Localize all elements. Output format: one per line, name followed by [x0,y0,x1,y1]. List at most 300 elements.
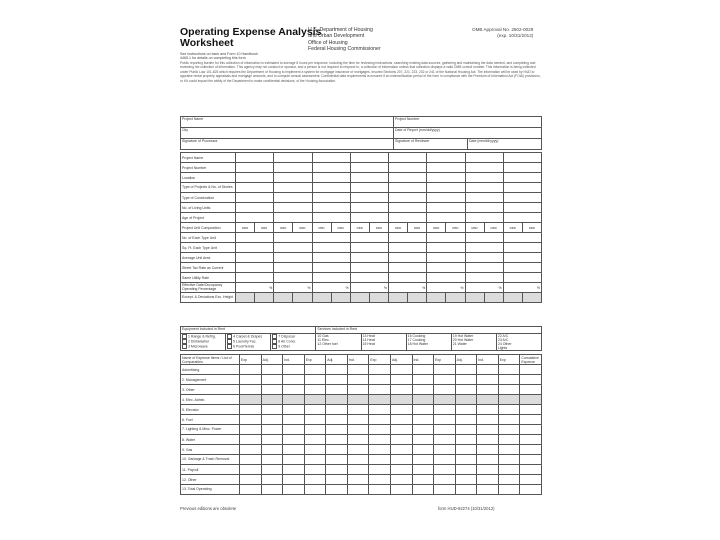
grid-cell[interactable] [274,253,312,263]
expense-cell[interactable] [240,425,262,435]
expense-cell[interactable] [304,465,326,475]
expense-cell[interactable] [347,365,369,375]
grid-cell[interactable] [446,293,465,303]
expense-cell[interactable] [390,425,412,435]
expense-cell[interactable] [240,385,262,395]
expense-cell[interactable] [412,375,434,385]
expense-cell[interactable] [240,415,262,425]
grid-cell[interactable] [427,293,446,303]
grid-cell[interactable] [427,153,465,163]
expense-cell[interactable] [390,405,412,415]
expense-cell[interactable] [477,395,499,405]
service-item[interactable]: 24 Other [497,342,512,346]
expense-cell[interactable] [498,395,520,405]
grid-cell[interactable] [312,253,350,263]
expense-cell[interactable] [520,415,542,425]
grid-cell[interactable] [236,293,255,303]
expense-cell[interactable] [369,465,391,475]
unit-type-cell[interactable]: RBR [465,223,484,233]
grid-cell[interactable] [427,173,465,183]
unit-type-cell[interactable]: RBR [484,223,503,233]
grid-cell[interactable] [503,213,541,223]
service-item[interactable]: 15 Heat [362,342,375,346]
grid-cell[interactable] [312,173,350,183]
service-item[interactable]: 17 Cooking [407,338,426,342]
expense-cell[interactable] [240,405,262,415]
grid-cell[interactable] [350,253,388,263]
grid-cell[interactable] [274,243,312,253]
expense-cell[interactable] [412,475,434,485]
expense-cell[interactable] [240,365,262,375]
grid-cell[interactable] [236,203,274,213]
occupancy-cell[interactable]: % [427,283,465,293]
grid-cell[interactable] [236,243,274,253]
expense-cell[interactable] [326,465,348,475]
expense-cell[interactable] [347,405,369,415]
expense-cell[interactable] [261,475,283,485]
expense-cell[interactable] [347,435,369,445]
grid-cell[interactable] [465,153,503,163]
expense-cell[interactable] [390,445,412,455]
expense-cell[interactable] [240,475,262,485]
expense-cell[interactable] [369,385,391,395]
expense-cell[interactable] [434,445,456,455]
grid-cell[interactable] [503,293,522,303]
equipment-item[interactable]: 6 Pool/Tennis [227,344,269,349]
expense-cell[interactable] [347,455,369,465]
expense-cell[interactable] [369,475,391,485]
expense-cell[interactable] [412,415,434,425]
grid-cell[interactable] [427,243,465,253]
expense-cell[interactable] [520,385,542,395]
expense-cell[interactable] [326,375,348,385]
service-item[interactable]: 11 Elec. [317,338,330,342]
grid-cell[interactable] [503,243,541,253]
grid-cell[interactable] [312,193,350,203]
grid-cell[interactable] [389,173,427,183]
unit-type-cell[interactable]: RBR [236,223,255,233]
grid-cell[interactable] [503,233,541,243]
expense-cell[interactable] [304,385,326,395]
expense-cell[interactable] [390,415,412,425]
grid-cell[interactable] [350,213,388,223]
expense-cell[interactable] [261,365,283,375]
expense-cell[interactable] [455,425,477,435]
expense-cell[interactable] [283,415,305,425]
expense-cell[interactable] [304,395,326,405]
expense-cell[interactable] [326,385,348,395]
grid-cell[interactable] [274,183,312,193]
expense-cell[interactable] [434,475,456,485]
grid-cell[interactable] [465,263,503,273]
grid-cell[interactable] [389,163,427,173]
expense-cell[interactable] [455,385,477,395]
expense-cell[interactable] [326,485,348,495]
expense-cell[interactable] [390,365,412,375]
expense-cell[interactable] [304,425,326,435]
grid-cell[interactable] [465,273,503,283]
checkbox-icon[interactable] [227,344,232,349]
grid-cell[interactable] [331,293,350,303]
grid-cell[interactable] [389,193,427,203]
expense-cell[interactable] [455,415,477,425]
grid-cell[interactable] [427,233,465,243]
service-item[interactable]: 20 Hot Water [452,338,474,342]
expense-cell[interactable] [455,365,477,375]
expense-cell[interactable] [261,425,283,435]
grid-cell[interactable] [274,293,293,303]
expense-cell[interactable] [455,435,477,445]
grid-cell[interactable] [503,163,541,173]
unit-type-cell[interactable]: RBR [293,223,312,233]
grid-cell[interactable] [312,203,350,213]
service-item[interactable]: 10 Gas [317,334,329,338]
expense-cell[interactable] [347,385,369,395]
expense-cell[interactable] [498,475,520,485]
equipment-item[interactable]: 5 Laundry Fac. [227,339,269,344]
expense-cell[interactable] [283,425,305,435]
expense-cell[interactable] [261,435,283,445]
expense-cell[interactable] [390,435,412,445]
expense-cell[interactable] [434,365,456,375]
grid-cell[interactable] [236,183,274,193]
expense-cell[interactable] [326,405,348,415]
expense-cell[interactable] [304,435,326,445]
equipment-item[interactable]: 2 Dishwasher [182,339,224,344]
expense-cell[interactable] [434,485,456,495]
expense-cell[interactable] [498,485,520,495]
expense-cell[interactable] [261,485,283,495]
grid-cell[interactable] [389,213,427,223]
expense-cell[interactable] [477,365,499,375]
expense-cell[interactable] [477,485,499,495]
grid-cell[interactable] [484,293,503,303]
expense-cell[interactable] [369,395,391,405]
grid-cell[interactable] [465,253,503,263]
grid-cell[interactable] [236,213,274,223]
expense-cell[interactable] [434,435,456,445]
expense-cell[interactable] [261,455,283,465]
expense-cell[interactable] [240,465,262,475]
project-name-field[interactable]: Project Name [181,117,394,128]
expense-cell[interactable] [304,485,326,495]
signature-reviewer-field[interactable]: Signature of Reviewer [394,139,468,150]
expense-cell[interactable] [347,415,369,425]
expense-cell[interactable] [347,475,369,485]
grid-cell[interactable] [465,203,503,213]
grid-cell[interactable] [312,163,350,173]
expense-cell[interactable] [240,375,262,385]
expense-cell[interactable] [240,485,262,495]
grid-cell[interactable] [274,173,312,183]
expense-cell[interactable] [390,395,412,405]
expense-cell[interactable] [369,485,391,495]
service-item[interactable]: 19 Hot Water [452,334,474,338]
grid-cell[interactable] [293,293,312,303]
expense-cell[interactable] [434,455,456,465]
expense-cell[interactable] [347,395,369,405]
expense-cell[interactable] [304,415,326,425]
expense-cell[interactable] [347,445,369,455]
grid-cell[interactable] [274,233,312,243]
expense-cell[interactable] [283,375,305,385]
expense-cell[interactable] [412,425,434,435]
grid-cell[interactable] [389,273,427,283]
expense-cell[interactable] [498,445,520,455]
grid-cell[interactable] [503,203,541,213]
expense-cell[interactable] [304,375,326,385]
expense-cell[interactable] [498,365,520,375]
grid-cell[interactable] [503,193,541,203]
expense-cell[interactable] [412,385,434,395]
expense-cell[interactable] [261,385,283,395]
expense-cell[interactable] [283,455,305,465]
grid-cell[interactable] [236,273,274,283]
expense-cell[interactable] [412,405,434,415]
grid-cell[interactable] [389,183,427,193]
expense-cell[interactable] [304,405,326,415]
grid-cell[interactable] [274,213,312,223]
expense-cell[interactable] [477,375,499,385]
expense-cell[interactable] [283,485,305,495]
expense-cell[interactable] [498,385,520,395]
service-item[interactable]: 16 Cooking [407,334,426,338]
expense-cell[interactable] [520,425,542,435]
grid-cell[interactable] [465,193,503,203]
grid-cell[interactable] [465,173,503,183]
unit-type-cell[interactable]: RBR [255,223,274,233]
grid-cell[interactable] [350,273,388,283]
expense-cell[interactable] [283,435,305,445]
expense-cell[interactable] [520,485,542,495]
grid-cell[interactable] [274,193,312,203]
expense-cell[interactable] [369,375,391,385]
expense-cell[interactable] [477,455,499,465]
expense-cell[interactable] [261,415,283,425]
expense-cell[interactable] [369,405,391,415]
grid-cell[interactable] [427,253,465,263]
unit-type-cell[interactable]: RBR [331,223,350,233]
unit-type-cell[interactable]: RBR [274,223,293,233]
expense-cell[interactable] [520,455,542,465]
date-of-report-field[interactable]: Date of Report (mm/dd/yyyy) [394,128,542,139]
grid-cell[interactable] [312,243,350,253]
expense-cell[interactable] [369,435,391,445]
expense-cell[interactable] [412,365,434,375]
service-item[interactable]: 18 Hot Water [407,342,429,346]
grid-cell[interactable] [236,153,274,163]
equipment-item[interactable]: 4 Carpet & Drapes [227,334,269,339]
grid-cell[interactable] [236,263,274,273]
expense-cell[interactable] [326,365,348,375]
expense-cell[interactable] [412,395,434,405]
unit-type-cell[interactable]: RBR [369,223,388,233]
grid-cell[interactable] [427,203,465,213]
expense-cell[interactable] [412,465,434,475]
expense-cell[interactable] [477,385,499,395]
expense-cell[interactable] [434,395,456,405]
grid-cell[interactable] [274,263,312,273]
occupancy-cell[interactable]: % [274,283,312,293]
expense-cell[interactable] [434,375,456,385]
expense-cell[interactable] [240,435,262,445]
grid-cell[interactable] [465,213,503,223]
grid-cell[interactable] [389,253,427,263]
date-field[interactable]: Date (mm/dd/yyyy) [468,139,542,150]
grid-cell[interactable] [236,233,274,243]
service-item[interactable]: 12 Other fuel [317,342,338,346]
expense-cell[interactable] [412,455,434,465]
expense-cell[interactable] [261,405,283,415]
grid-cell[interactable] [312,273,350,283]
city-field[interactable]: City [181,128,394,139]
expense-cell[interactable] [477,435,499,445]
grid-cell[interactable] [350,293,369,303]
grid-cell[interactable] [350,243,388,253]
expense-cell[interactable] [240,455,262,465]
grid-cell[interactable] [312,213,350,223]
expense-cell[interactable] [390,385,412,395]
grid-cell[interactable] [274,203,312,213]
grid-cell[interactable] [274,163,312,173]
expense-cell[interactable] [261,375,283,385]
checkbox-icon[interactable] [272,344,277,349]
grid-cell[interactable] [503,273,541,283]
occupancy-cell[interactable]: % [503,283,541,293]
grid-cell[interactable] [350,263,388,273]
expense-cell[interactable] [498,465,520,475]
occupancy-cell[interactable]: % [465,283,503,293]
expense-cell[interactable] [347,465,369,475]
grid-cell[interactable] [274,273,312,283]
expense-cell[interactable] [390,455,412,465]
occupancy-cell[interactable]: % [236,283,274,293]
grid-cell[interactable] [427,193,465,203]
occupancy-cell[interactable]: % [350,283,388,293]
expense-cell[interactable] [369,455,391,465]
equipment-item[interactable]: 8 Air Cond. [272,339,314,344]
expense-cell[interactable] [304,475,326,485]
grid-cell[interactable] [465,233,503,243]
grid-cell[interactable] [427,183,465,193]
grid-cell[interactable] [389,293,408,303]
grid-cell[interactable] [427,163,465,173]
expense-cell[interactable] [283,475,305,485]
unit-type-cell[interactable]: RBR [446,223,465,233]
expense-cell[interactable] [477,475,499,485]
grid-cell[interactable] [350,193,388,203]
grid-cell[interactable] [236,193,274,203]
expense-cell[interactable] [520,475,542,485]
grid-cell[interactable] [369,293,388,303]
expense-cell[interactable] [455,395,477,405]
grid-cell[interactable] [503,263,541,273]
grid-cell[interactable] [503,253,541,263]
expense-cell[interactable] [283,365,305,375]
expense-cell[interactable] [326,475,348,485]
expense-cell[interactable] [498,455,520,465]
expense-cell[interactable] [434,415,456,425]
equipment-item[interactable]: 9 Other [272,344,314,349]
grid-cell[interactable] [503,153,541,163]
grid-cell[interactable] [236,163,274,173]
expense-cell[interactable] [520,375,542,385]
expense-cell[interactable] [283,395,305,405]
expense-cell[interactable] [326,425,348,435]
grid-cell[interactable] [465,183,503,193]
unit-type-cell[interactable]: RBR [350,223,369,233]
expense-cell[interactable] [283,465,305,475]
expense-cell[interactable] [412,485,434,495]
expense-cell[interactable] [326,455,348,465]
expense-cell[interactable] [347,425,369,435]
grid-cell[interactable] [465,163,503,173]
occupancy-cell[interactable]: % [312,283,350,293]
grid-cell[interactable] [274,153,312,163]
grid-cell[interactable] [350,183,388,193]
expense-cell[interactable] [283,445,305,455]
expense-cell[interactable] [240,395,262,405]
expense-cell[interactable] [498,405,520,415]
signature-processor-field[interactable]: Signature of Processor [181,139,394,150]
expense-cell[interactable] [477,465,499,475]
grid-cell[interactable] [312,153,350,163]
expense-cell[interactable] [390,465,412,475]
expense-cell[interactable] [434,425,456,435]
expense-cell[interactable] [390,475,412,485]
grid-cell[interactable] [465,293,484,303]
expense-cell[interactable] [369,365,391,375]
expense-cell[interactable] [520,465,542,475]
service-item[interactable]: 14 Heat [362,338,375,342]
expense-cell[interactable] [304,455,326,465]
grid-cell[interactable] [312,183,350,193]
expense-cell[interactable] [240,445,262,455]
expense-cell[interactable] [304,365,326,375]
grid-cell[interactable] [236,253,274,263]
expense-cell[interactable] [261,445,283,455]
grid-cell[interactable] [389,263,427,273]
expense-cell[interactable] [455,445,477,455]
expense-cell[interactable] [369,415,391,425]
expense-cell[interactable] [326,445,348,455]
expense-cell[interactable] [498,415,520,425]
expense-cell[interactable] [477,415,499,425]
checkbox-icon[interactable] [182,344,187,349]
expense-cell[interactable] [455,485,477,495]
expense-cell[interactable] [455,405,477,415]
grid-cell[interactable] [236,173,274,183]
unit-type-cell[interactable]: RBR [522,223,541,233]
unit-type-cell[interactable]: RBR [408,223,427,233]
expense-cell[interactable] [412,445,434,455]
grid-cell[interactable] [408,293,427,303]
expense-cell[interactable] [283,385,305,395]
grid-cell[interactable] [350,163,388,173]
expense-cell[interactable] [498,375,520,385]
expense-cell[interactable] [477,425,499,435]
equipment-item[interactable]: 7 Disposal [272,334,314,339]
unit-type-cell[interactable]: RBR [427,223,446,233]
expense-cell[interactable] [498,425,520,435]
expense-cell[interactable] [455,455,477,465]
grid-cell[interactable] [427,213,465,223]
grid-cell[interactable] [389,243,427,253]
expense-cell[interactable] [520,405,542,415]
grid-cell[interactable] [427,263,465,273]
expense-cell[interactable] [520,395,542,405]
expense-cell[interactable] [304,445,326,455]
